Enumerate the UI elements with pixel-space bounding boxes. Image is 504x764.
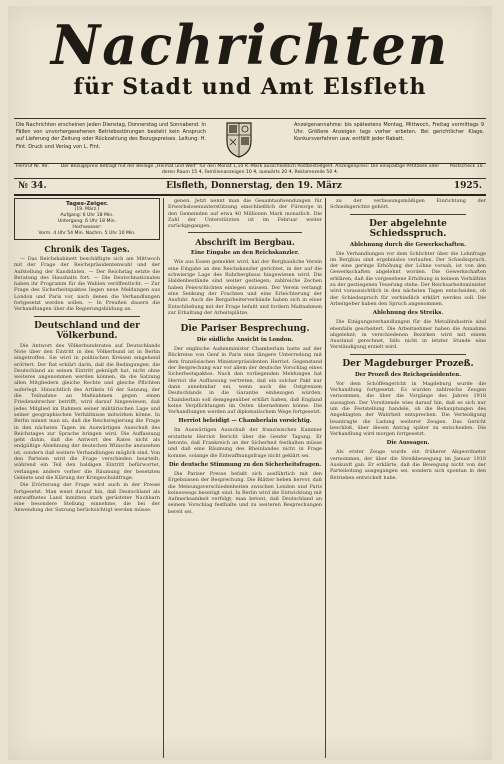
article-heading: Der abgelehnte Schiedsspruch. (369, 218, 447, 239)
article-text: Der englische Außenminister Chamberlain hatte auf der Rückreise von Genf in Paris eine längere Unterredung mit dem französischen Ministerpräsidenten Herriot. Gegenstand der Besprechung war vor allem der deutsche Vorschlag eines Sicherheitspaktes. Nach den vorliegenden Meldungen hat Herriot die Auffassung vertreten, daß ein solcher Pakt nur dann annehmbar sei, wenn auch die Ostgrenzen Deutschlands in die Garantie einbezogen würden. Chamberlain soll demgegenüber erklärt haben, daß England keine Verpflichtungen im Osten übernehmen könne. Die Verhandlungen werden auf diplomatischem Wege fortgesetzt. (168, 346, 322, 416)
column-3 (330, 198, 486, 758)
article-subheading: Herriot beleidigt — Chamberlain vorsichtig. (178, 418, 312, 425)
pricing-row (14, 164, 486, 179)
dateline (14, 180, 486, 196)
article-heading: Der Magdeburger Prozeß. (342, 358, 474, 369)
divider (34, 316, 140, 317)
article-subheading: Die deutsche Stimmung zu den Sicherheitsfragen. (168, 461, 322, 468)
info-row (14, 118, 486, 164)
article-text: genen. Jetzt nennt man die Gesamtaufwendungen für Erwerbslosenunterstützung einschließlich der Fürsorge in den Gemeinden auf etwa 40 Millionen Mark monatlich. Die Zahl der Unterstützten ist im Februar weiter zurückgegangen. (168, 198, 322, 230)
article-text: Die Pariser Presse befaßt sich ausführlich mit den Ergebnissen der Besprechung. Die Blätter heben hervor, daß die Meinungsverschiedenheiten zwischen London und Paris keineswegs beseitigt sind. In Berlin wird die Entwicklung mit Aufmerksamkeit verfolgt; man betont, daß Deutschland an seinem Vorschlag festhalte und zu weiteren Besprechungen bereit sei. (168, 470, 322, 515)
article-text: Die Verhandlungen vor dem Schlichter über die Lohnfrage im Bergbau sind ergebnislos verlaufen. Der Schiedsspruch, der eine geringe Erhöhung der Löhne vorsah, ist von den Gewerkschaften abgelehnt worden. Die Gewerkschaften erklären, daß die vorgesehene Erhöhung in keinem Verhältnis zu der gestiegenen Teuerung stehe. Der Reichsarbeitsminister wird voraussichtlich in den nächsten Tagen entscheiden, ob der Schiedsspruch für verbindlich erklärt werden soll. Die Arbeitgeber haben den Spruch angenommen. (330, 250, 486, 307)
issue-number: № 34. (18, 181, 47, 191)
masthead-subtitle: für Stadt und Amt Elsfleth (73, 74, 427, 100)
article-text: Als erster Zeuge wurde ein früherer Abgeordneter vernommen, der über die Streikbewegung im Januar 1918 Auskunft gab. Er erklärte, daß die Bewegung nicht von der Parteileitung ausgegangen sei, sondern sich spontan in den Betrieben entwickelt habe. (330, 449, 486, 481)
article-subheading: Die Aussagen. (386, 440, 430, 447)
article-text: — Das Reichskabinett beschäftigte sich am Mittwoch mit der Frage der Reichspräsidentenwahl und der Aufstellung der Kandidaten. — Der Reichstag setzte die Beratung des Haushalts fort. — Die Deutschnationalen haben ihr Programm für die Wahlen veröffentlicht. — Zur Frage des Sicherheitspaktes liegen neue Meldungen aus London und Paris vor, nach denen die Verhandlungen fortgesetzt werden sollen. — In Preußen dauern die Verhandlungen über die Regierungsbildung an. (14, 256, 160, 313)
phone-number: Fernruf Nr. 90. (16, 164, 49, 169)
article-text: Die Erörterung der Frage wird auch in der Presse fortgesetzt. Man weist darauf hin, daß Deutschland als entwaffnetes Land inmitten stark gerüsteter Nachbarn eine besondere Stellung einnehme, die bei der Anwendung der Satzung berücksichtigt werden müsse. (14, 482, 160, 514)
issue-year: 1925. (453, 181, 482, 191)
masthead-title: Nachrichten (50, 13, 450, 77)
divider (350, 354, 466, 355)
price-info: Der Bezugspreis beträgt mit der Beilage „Heimat und Welt“ für den Monat 1,10 R.-Mark ausschließlich Postbestellgeld. Anzeigenpreis: Die einspaltige Petitzeile oder deren Raum 15 ₰, Familienanzeigen 10 ₰, auswärts 20 ₰, Reklamezeile 50 ₰. (60, 164, 440, 176)
almanac-line: (19. März.) (74, 207, 100, 212)
masthead (8, 14, 492, 100)
article-text: Die Antwort des Völkerbundsrates auf Deutschlands Note über den Eintritt in den Völkerbund ist in Berlin eingetroffen. Sie wird in politischen Kreisen eingehend erörtert. Der Rat erklärt darin, daß die Bedingungen, die Deutschland an seinen Eintritt geknüpft hat, nicht ohne weiteres angenommen werden können, da die Satzung allen Mitgliedern gleiche Rechte und gleiche Pflichten auferlegt. Hinsichtlich des Artikels 16 der Satzung, der die Teilnahme an Maßnahmen gegen einen Friedensbrecher betrifft, wird darauf hingewiesen, daß jedes Mitglied im Rahmen seiner militärischen Lage und seiner geographischen Verhältnisse mitwirken könne. In Berlin nimmt man an, daß die Reichsregierung die Frage in den nächsten Tagen im Auswärtigen Ausschuß des Reichstages zur Sprache bringen wird. Die Auffassung geht dahin, daß die Antwort des Rates nicht als endgültige Ablehnung der deutschen Wünsche anzusehen ist, sondern daß weitere Verhandlungen möglich sind. Von den Parteien wird die Frage verschieden beurteilt; während ein Teil den baldigen Eintritt befürwortet, verlangen andere vorher die Räumung der besetzten Gebiete und die Klärung der Kriegsschuldfrage. (14, 342, 160, 481)
article-text: Vor dem Schöffengericht in Magdeburg wurde die Verhandlung fortgesetzt. Es wurden zahlreiche Zeugen vernommen, die über die Vorgänge des Jahres 1918 aussagten. Der Vorsitzende wies darauf hin, daß es sich nur um die Feststellung handele, ob die Behauptungen des Angeklagten der Wahrheit entsprechen. Die Verteidigung beantragte die Ladung weiterer Zeugen. Das Gericht beschloß, über diesen Antrag später zu entscheiden. Die Verhandlung wird morgen fortgesetzt. (330, 380, 486, 438)
advertising-info: Anzeigenannahme: bis spätestens Montag, Mittwoch, Freitag vormittags 9 Uhr. Größere Anzeigen tags vorher erbeten. Bei gerichtlicher Klage, Konkursverfahren usw. entfällt jeder Rabatt. (294, 122, 484, 143)
article-subheading: Ablehnung des Streiks. (372, 310, 444, 317)
newspaper-page (8, 6, 492, 760)
article-text: Im Auswärtigen Ausschuß der französischen Kammer erstattete Herriot Bericht über die Genfer Tagung. Er betonte, daß Frankreich an der Sicherheit festhalten müsse und daß eine Räumung des Rheinlandes nicht in Frage komme, solange die Entwaffnungsfrage nicht geklärt sei. (168, 427, 322, 459)
article-heading: Abschrift im Bergbau. (195, 237, 295, 248)
almanac-line: Untergang: 6 Uhr 18 Min. (57, 219, 117, 224)
almanac-line: Hochwasser: (72, 225, 102, 230)
column-1 (14, 198, 160, 758)
postal-check: Postscheck 10. (449, 164, 484, 169)
column-rule (163, 198, 164, 758)
article-text: Wie aus Essen gemeldet wird, hat der Bergbauliche Verein eine Eingabe an den Reichskanzler gerichtet, in der auf die schwierige Lage des Ruhrbergbaus hingewiesen wird. Die Haldenbestände sind weiter gestiegen; zahlreiche Zechen haben Feierschichten einlegen müssen. Der Verein verlangt eine Senkung der Frachten und eine Erleichterung der Ausfuhr. Auch die Bergarbeiterverbände haben sich in einer Entschließung mit der Frage befaßt und fordern Maßnahmen zur Erhaltung der Arbeitsplätze. (168, 259, 322, 316)
almanac-line: Vorm. 4 Uhr 54 Min. Nachm. 5 Uhr 10 Min. (38, 231, 136, 236)
article-heading: Die Pariser Besprechung. (180, 324, 310, 335)
article-text: zu der verfassungsmäßigen Einrichtung der Schiedsgerichte gehört. (330, 198, 486, 211)
article-subheading: Der Prozeß des Reichspräsidenten. (354, 371, 462, 378)
almanac-title: Tages-Zeiger. (66, 201, 108, 207)
article-subheading: Ablehnung durch die Gewerkschaften. (350, 241, 466, 248)
article-heading: Deutschland und der Völkerbund. (34, 320, 140, 341)
coat-of-arms-icon (225, 121, 253, 159)
column-2 (168, 198, 322, 758)
article-subheading: Eine Eingabe an den Reichskanzler. (190, 250, 300, 257)
article-subheading: Die südliche Ansicht in London. (196, 337, 294, 344)
article-text: Die Einigungsverhandlungen für die Metallindustrie sind ebenfalls gescheitert. Die Arbeitnehmer haben die Annahme abgelehnt; in verschiedenen Bezirken wird mit einem Ausstand gerechnet, falls nicht in letzter Stunde eine Verständigung erzielt wird. (330, 319, 486, 351)
divider (188, 232, 302, 233)
daily-almanac-box (14, 198, 160, 240)
divider (350, 214, 466, 215)
publication-info: Die Nachrichten erscheinen jeden Dienstag, Donnerstag und Sonnabend. In Fällen von unvorhergesehenen Betriebsstörungen besteht kein Anspruch auf Lieferung der Zeitung oder Rückzahlung des Bezugspreises. Leitung: H. Fint. Druck und Verlag von L. Fint. (16, 122, 206, 150)
column-rule (325, 198, 326, 758)
almanac-line: Aufgang: 6 Uhr 18 Min. (60, 213, 114, 218)
article-heading: Chronik des Tages. (44, 244, 130, 254)
place-date: Elsfleth, Donnerstag, den 19. März (166, 181, 342, 191)
divider (188, 319, 302, 320)
